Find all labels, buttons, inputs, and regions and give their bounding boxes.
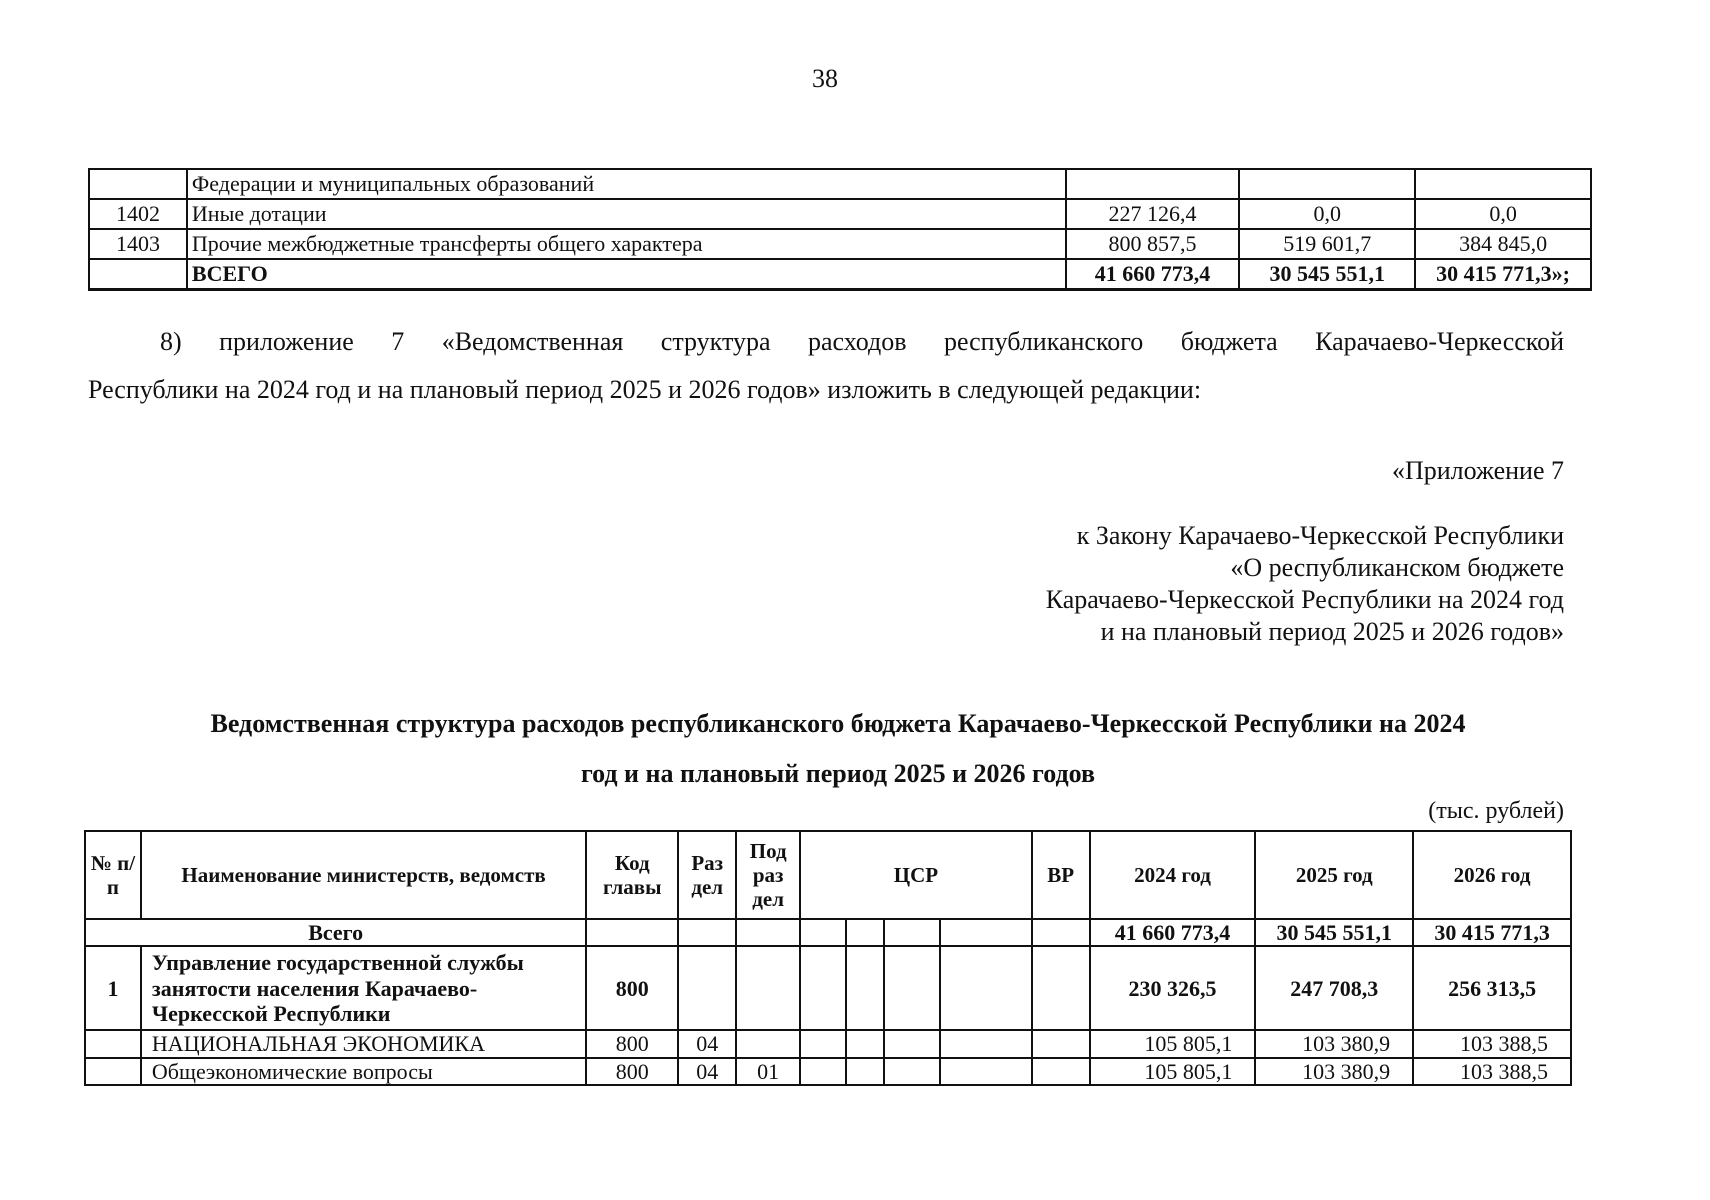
table-row (89, 169, 1591, 199)
row-2024: 105 805,1 (1090, 1058, 1256, 1085)
appendix-line: «О республиканском бюджете (1230, 553, 1564, 582)
total-2024: 41 660 773,4 (1090, 919, 1256, 946)
row-code (89, 169, 187, 199)
row-name: ВСЕГО (187, 259, 1066, 290)
total-2026: 30 415 771,3 (1413, 919, 1571, 946)
row-code: 1402 (89, 199, 187, 229)
row-2024: 230 326,5 (1090, 946, 1256, 1030)
row-name: НАЦИОНАЛЬНАЯ ЭКОНОМИКА (141, 1030, 586, 1057)
row-2025: 103 380,9 (1255, 1058, 1413, 1085)
row-kod: 800 (586, 1030, 678, 1057)
units-label: (тыс. рублей) (1428, 798, 1564, 824)
appendix-line: Карачаево-Черкесской Республики на 2024 год (1045, 585, 1564, 614)
value-2025 (1239, 169, 1415, 199)
appendix-title: «Приложение 7 (1391, 456, 1564, 485)
row-name: Управление государственной службы занятости населения Карачаево-Черкесской Республики (141, 946, 586, 1030)
value-2024: 227 126,4 (1066, 199, 1240, 229)
row-vr (1032, 1058, 1090, 1085)
row-razdel: 04 (678, 1058, 736, 1085)
value-2025: 0,0 (1239, 199, 1415, 229)
row-2024: 105 805,1 (1090, 1030, 1256, 1057)
total-row (89, 259, 1591, 290)
total-2025: 30 545 551,1 (1255, 919, 1413, 946)
header-num: № п/п (85, 831, 141, 919)
row-2025: 247 708,3 (1255, 946, 1413, 1030)
table-row (85, 1030, 1571, 1057)
page-number: 38 (812, 64, 838, 93)
row-name: Общеэкономические вопросы (141, 1058, 586, 1085)
row-2026: 256 313,5 (1413, 946, 1571, 1030)
row-num (85, 1030, 141, 1057)
row-kod: 800 (586, 946, 678, 1030)
header-vr: ВР (1032, 831, 1090, 919)
row-vr (1032, 1030, 1090, 1057)
value-2026: 384 845,0 (1415, 229, 1591, 259)
table-row (89, 199, 1591, 229)
section-heading-line2: год и на плановый период 2025 и 2026 годов (580, 759, 1096, 788)
header-csr: ЦСР (800, 831, 1032, 919)
row-num: 1 (85, 946, 141, 1030)
header-podrazdel: Под раз дел (736, 831, 800, 919)
row-razdel (678, 946, 736, 1030)
expenditure-table (84, 830, 1572, 1086)
row-2026: 103 388,5 (1413, 1030, 1571, 1057)
row-2026: 103 388,5 (1413, 1058, 1571, 1085)
header-2024: 2024 год (1090, 831, 1256, 919)
value-2024: 800 857,5 (1066, 229, 1240, 259)
appendix-reference (1046, 520, 1564, 648)
header-2026: 2026 год (1413, 831, 1571, 919)
row-name: Федерации и муниципальных образований (187, 169, 1066, 199)
value-2026 (1415, 169, 1591, 199)
value-2024 (1066, 169, 1240, 199)
header-kod: Код главы (586, 831, 678, 919)
total-row (85, 919, 1571, 946)
value-2025: 30 545 551,1 (1239, 259, 1415, 290)
header-row (85, 831, 1571, 919)
row-kod: 800 (586, 1058, 678, 1085)
value-2026: 0,0 (1415, 199, 1591, 229)
amendment-paragraph-line2: Республики на 2024 год и на плановый период 2025 и 2026 годов» изложить в следующей редакции: (88, 375, 1202, 404)
value-2026: 30 415 771,3»; (1415, 259, 1591, 290)
row-podrazdel (736, 1030, 800, 1057)
row-name: Иные дотации (187, 199, 1066, 229)
total-label: Всего (85, 919, 586, 946)
header-razdel: Раз дел (678, 831, 736, 919)
row-2025: 103 380,9 (1255, 1030, 1413, 1057)
header-2025: 2025 год (1255, 831, 1413, 919)
value-2025: 519 601,7 (1239, 229, 1415, 259)
row-code (89, 259, 187, 290)
appendix-line: к Закону Карачаево-Черкесской Республики (1076, 521, 1564, 550)
table-row (89, 229, 1591, 259)
row-code: 1403 (89, 229, 187, 259)
row-num (85, 1058, 141, 1085)
row-razdel: 04 (678, 1030, 736, 1057)
continuation-table (88, 168, 1592, 291)
row-podrazdel (736, 946, 800, 1030)
amendment-paragraph-line1: 8) приложение 7 «Ведомственная структура расходов республиканского бюджета Карачаево-Черкесской (160, 327, 1564, 356)
value-2024: 41 660 773,4 (1066, 259, 1240, 290)
table-row (85, 946, 1571, 1030)
row-vr (1032, 946, 1090, 1030)
table-row (85, 1058, 1571, 1085)
appendix-line: и на плановый период 2025 и 2026 годов» (1100, 617, 1564, 646)
header-name: Наименование министерств, ведомств (141, 831, 586, 919)
row-podrazdel: 01 (736, 1058, 800, 1085)
row-name: Прочие межбюджетные трансферты общего характера (187, 229, 1066, 259)
section-heading-line1: Ведомственная структура расходов республиканского бюджета Карачаево-Черкесской Республики на 2024 (210, 709, 1466, 738)
